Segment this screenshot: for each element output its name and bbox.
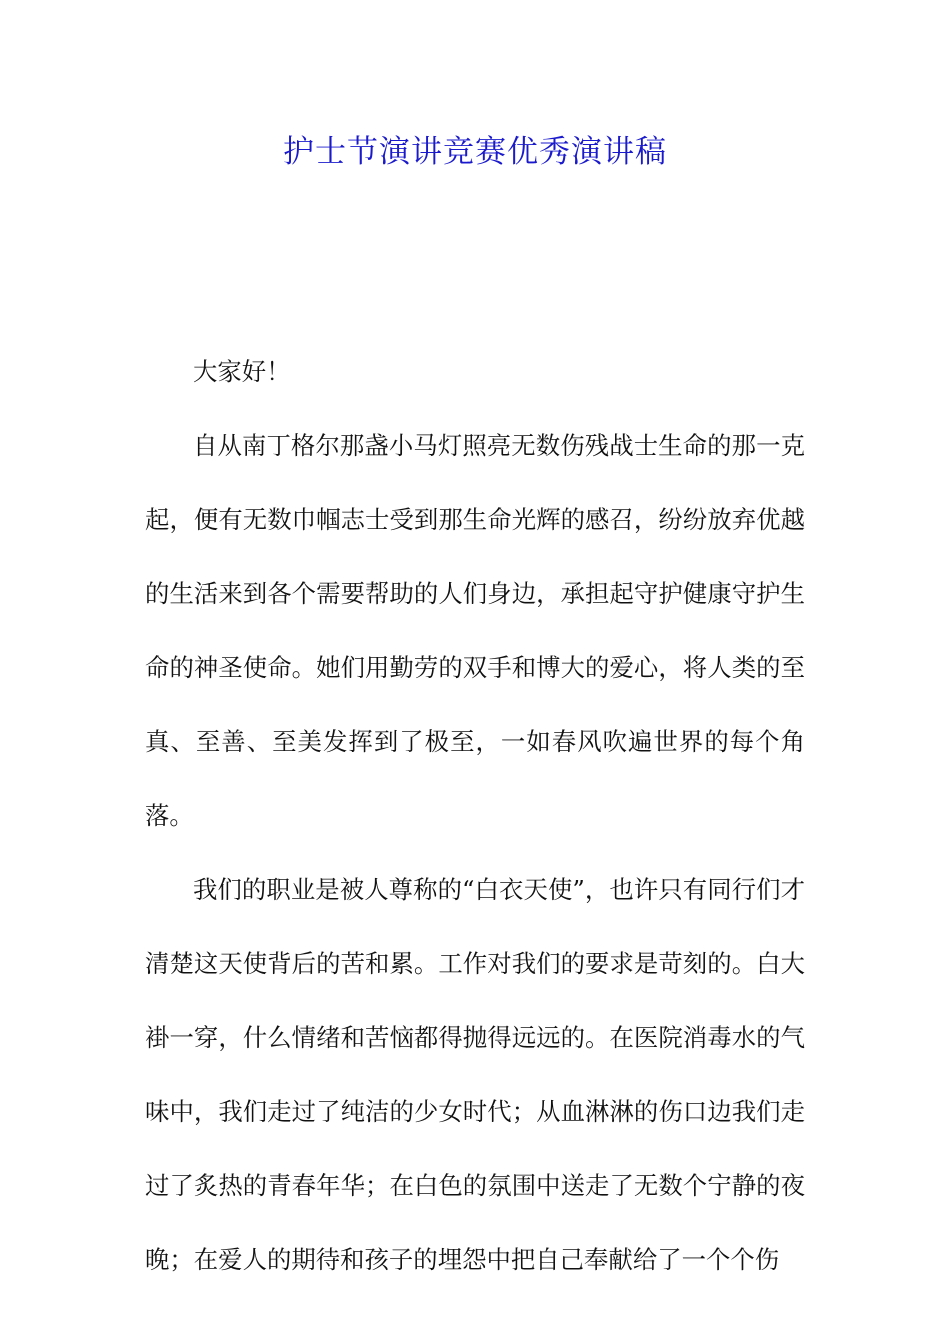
greeting-paragraph: 大家好！ (193, 357, 291, 386)
body-paragraph-2: 我们的职业是被人尊称的“白衣天使”，也许只有同行们才清楚这天使背后的苦和累。工作对我们的要求是苛刻的。白大褂一穿，什么情绪和苦恼都得抛得远远的。在医院消毒水的气味中，我们走过了纯洁的少女时代；从血淋淋的伤口边我们走过了炙热的青春年华；在白色的氛围中送走了无数个宁静的夜晚；在爱人的期待和孩子的埋怨中把自己奉献给了一个个伤 (145, 875, 805, 1274)
body-paragraph-1: 自从南丁格尔那盏小马灯照亮无数伤残战士生命的那一克起，便有无数巾帼志士受到那生命光辉的感召，纷纷放弃优越的生活来到各个需要帮助的人们身边，承担起守护健康守护生命的神圣使命。她们用勤劳的双手和博大的爱心，将人类的至真、至善、至美发挥到了极至，一如春风吹遍世界的每个角落。 (145, 431, 805, 830)
document-title: 护士节演讲竞赛优秀演讲稿 (283, 134, 667, 170)
document-body (145, 335, 805, 1297)
